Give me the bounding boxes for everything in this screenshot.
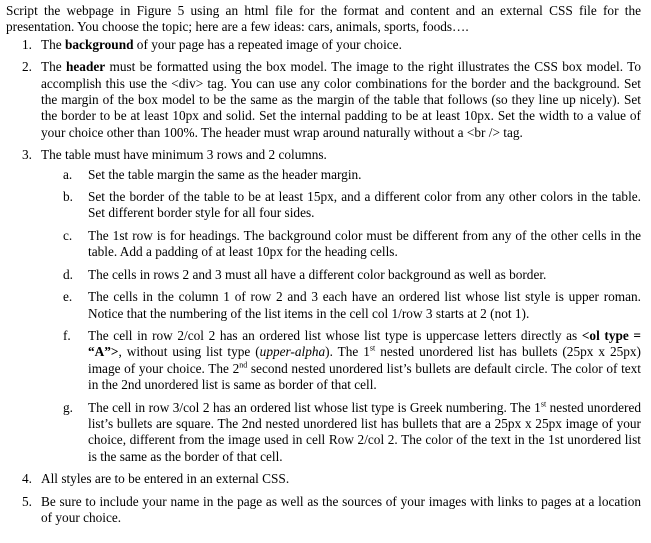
sub-item-text: nested unordered list’s bullets are square. The 2nd nested unordered list has bullets that are a 25px x 25px image of your choice, different from the image used in cell Row 2/col 2. The color of the text in the 1st unordered list is the same as the border of that cell. [88,399,641,464]
sub-item-text: second nested unordered list’s bullets are default circle. The color of text in the 2nd unordered list is same as border of that cell. [88,360,642,393]
item-number: 3. [22,147,32,163]
item-text: Be sure to include your name in the page as well as the sources of your images with links to pages at a location of your choice. [41,493,641,525]
item-number: 4. [22,471,32,487]
sub-item-text: Set the table margin the same as the header margin. [88,166,362,182]
list-item-4 [6,471,641,487]
sub-item-text: , without using list type ( [118,344,260,360]
item-number: 5. [22,493,32,509]
superscript: st [540,399,547,409]
item-text: All styles are to be entered in an external CSS. [41,471,290,487]
item-text: of your page has a repeated image of your choice. [133,36,402,52]
item-number: 2. [22,59,32,75]
bold-term: header [66,59,106,75]
item-text: must be formatted using the box model. The image to the right illustrates the CSS box model. To accomplish this use the <div> tag. You can use any color combinations for the border and the background. Set the margin of the box model to be the same as the margin of the table that follows (so they line up nicely). Set the border to be at least 10px and solid. Set the internal padding to be at least 10px. Set the width to a value of your choice other than 100%. The header must wrap around naturally without a <br /> tag. [41,59,641,140]
sub-item-b [41,189,641,222]
sub-item-letter: a. [63,166,73,182]
sub-item-text: The cell in row 3/col 2 has an ordered list whose list type is Greek numbering. The 1 [88,399,541,415]
sub-item-d [41,267,641,283]
sub-item-letter: f. [63,327,71,343]
superscript: st [369,343,376,353]
intro-paragraph: Script the webpage in Figure 5 using an html file for the format and content and an external CSS file for the presentation. You choose the topic; here are a few ideas: cars, animals, sports, foods…. [6,3,641,35]
sub-item-e [41,289,641,322]
sub-item-letter: c. [63,227,73,243]
sub-item-c [41,228,641,261]
sub-item-text: The cell in row 2/col 2 has an ordered list whose list type is uppercase letters directly as [88,327,582,343]
sub-item-letter: b. [63,189,73,205]
sub-item-letter: e. [63,289,73,305]
superscript: nd [239,360,248,370]
bold-term: background [65,36,134,52]
list-item-1 [6,37,641,53]
requirements-list [6,37,641,527]
sub-item-text: The 1st row is for headings. The background color must be different from any of the other cells in the table. Add a padding of at least 10px for the heading cells. [88,227,641,260]
sub-item-text: The cells in rows 2 and 3 must all have a different color background as well as border. [88,266,547,282]
item-text: The table must have minimum 3 rows and 2 columns. [41,147,327,163]
italic-term: upper-alpha [259,344,326,360]
sub-item-letter: g. [63,399,73,415]
sub-item-text: nested unordered list has bullets (25px x 25px) image of your choice. The 2 [88,344,641,376]
sub-item-text: ). The 1 [325,344,370,360]
item-text: The [41,36,65,52]
list-item-5 [6,494,641,527]
code-snippet: <ol type = “A”> [88,327,641,360]
sub-item-letter: d. [63,266,73,282]
list-item-2 [6,59,641,141]
sub-item-g [41,400,641,466]
sub-item-a [41,167,641,183]
sub-list [41,167,641,466]
sub-item-f [41,328,641,394]
item-text: The [41,59,66,75]
sub-item-text: Set the border of the table to be at least 15px, and a different color from any other colors in the table. Set different border style for all four sides. [88,189,641,221]
item-number: 1. [22,36,32,52]
list-item-3 [6,147,641,465]
sub-item-text: The cells in the column 1 of row 2 and 3 each have an ordered list whose list style is upper roman. Notice that the numbering of the list items in the cell col 1/row 3 starts at 2 (not 1). [88,289,641,321]
